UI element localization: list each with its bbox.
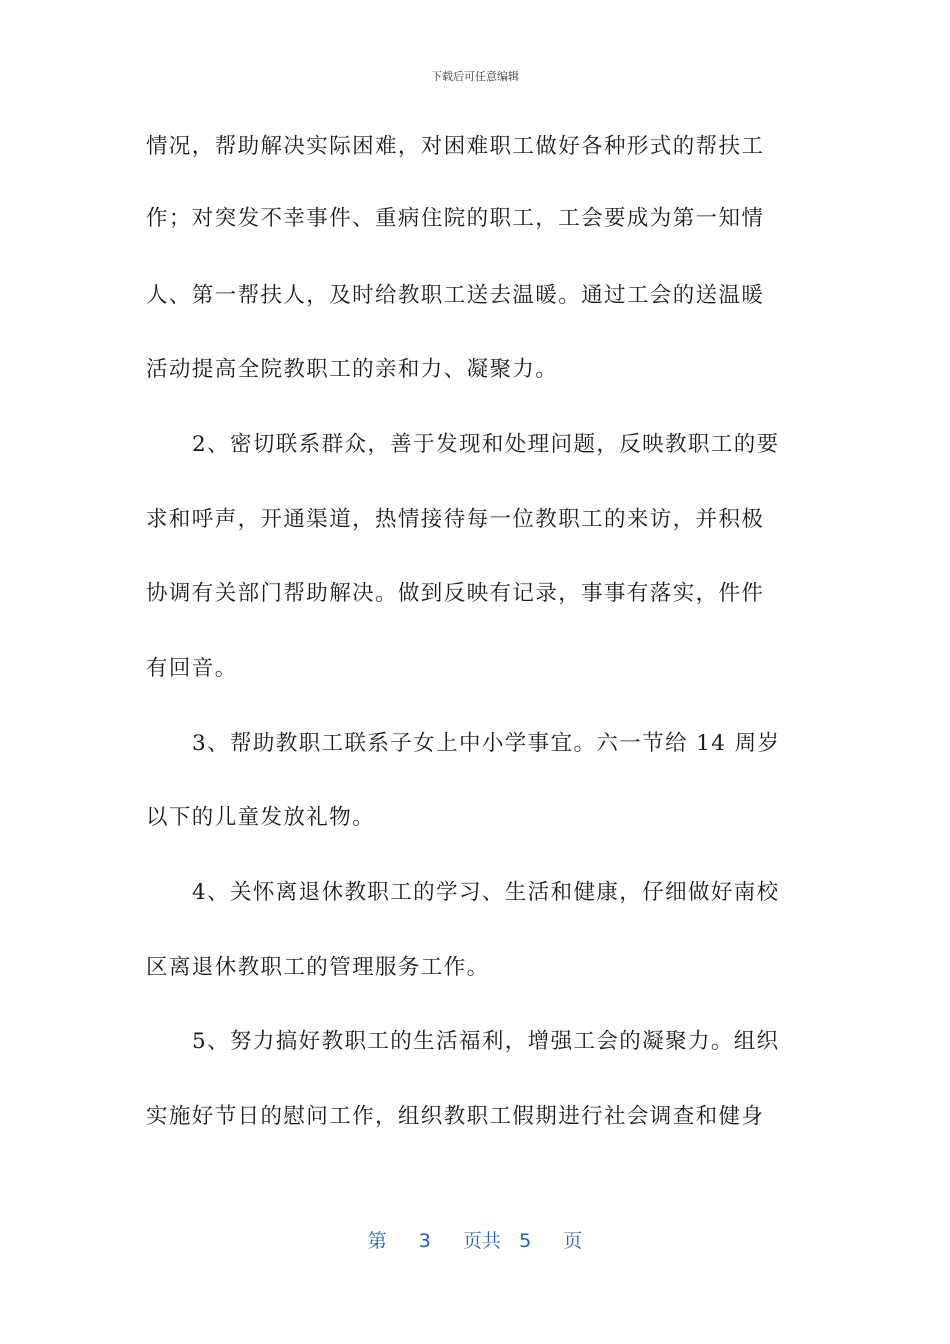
footer-page-prefix: 第 xyxy=(367,1230,387,1252)
footer-page-mid: 页共 xyxy=(462,1230,501,1252)
text-line: 区离退休教职工的管理服务工作。 xyxy=(146,955,490,980)
text-line: 人、第一帮扶人，及时给教职工送去温暖。通过工会的送温暖 xyxy=(146,283,765,308)
text-line: 实施好节日的慰问工作，组织教职工假期进行社会调查和健身 xyxy=(146,1104,765,1129)
paragraph-start-line: 5、努力搞好教职工的生活福利，增强工会的凝聚力。组织 xyxy=(192,1029,780,1054)
text-line: 求和呼声，开通渠道，热情接待每一位教职工的来访，并积极 xyxy=(146,507,765,532)
text-line: 活动提高全院教职工的亲和力、凝聚力。 xyxy=(146,357,559,382)
footer-page-suffix: 页 xyxy=(563,1230,583,1252)
text-line: 以下的儿童发放礼物。 xyxy=(146,805,376,830)
paragraph-start-line: 3、帮助教职工联系子女上中小学事宜。六一节给 14 周岁 xyxy=(192,731,781,756)
paragraph-start-line: 4、关怀离退休教职工的学习、生活和健康，仔细做好南校 xyxy=(192,880,780,905)
footer-page-number: 3 xyxy=(418,1230,431,1252)
page-header: 下载后可任意编辑 xyxy=(431,70,519,83)
page-footer xyxy=(0,1226,950,1253)
text-line: 作；对突发不幸事件、重病住院的职工，工会要成为第一知情 xyxy=(146,206,765,231)
text-line: 协调有关部门帮助解决。做到反映有记录，事事有落实，件件 xyxy=(146,581,765,606)
paragraph-start-line: 2、密切联系群众，善于发现和处理问题，反映教职工的要 xyxy=(192,432,780,457)
text-line: 情况，帮助解决实际困难，对困难职工做好各种形式的帮扶工 xyxy=(146,134,765,159)
text-line: 有回音。 xyxy=(146,656,238,681)
footer-total-pages: 5 xyxy=(519,1230,532,1252)
